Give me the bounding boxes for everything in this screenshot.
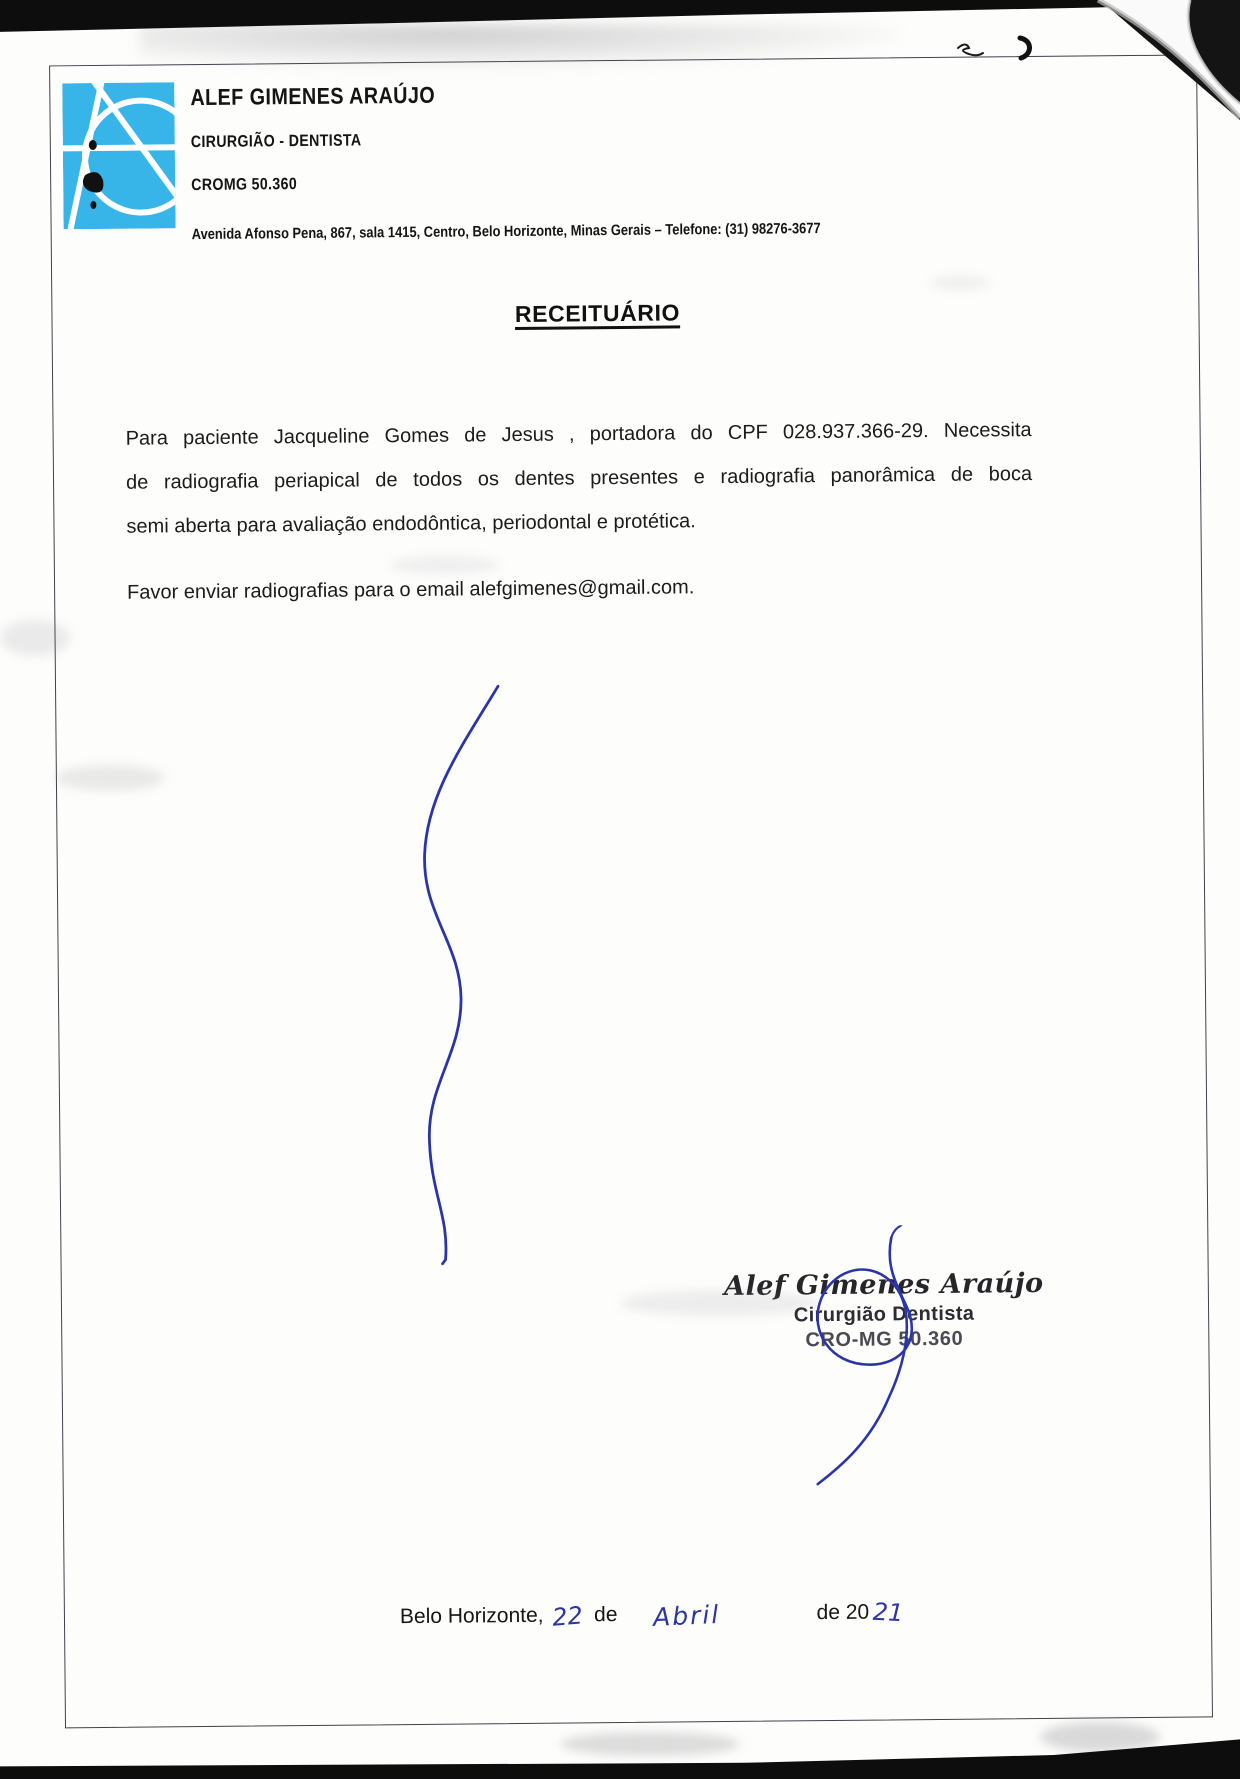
- scan-smudge: [55, 765, 165, 791]
- email-note: Favor enviar radiografias para o email alefgimenes@gmail.com.: [127, 576, 695, 604]
- prescription-paragraph: [125, 408, 1032, 549]
- stamp-profession: Cirurgião Dentista: [793, 1302, 975, 1327]
- handwritten-year: 21: [872, 1597, 905, 1628]
- stamp-name: Alef Gimenes Araújo: [723, 1267, 1044, 1303]
- handwritten-month: Abril: [652, 1599, 722, 1632]
- scan-smudge: [930, 276, 990, 290]
- doctor-registration-text: CROMG 50.360: [191, 175, 298, 195]
- city-label: Belo Horizonte,: [399, 1603, 544, 1629]
- stamp-registration: CRO-MG 50.360: [805, 1327, 964, 1352]
- ink-scribble-marks: [940, 30, 1080, 70]
- de-year-label: de 20: [816, 1600, 870, 1625]
- pen-squiggle-line: [377, 593, 554, 1295]
- scan-smudge: [390, 556, 500, 574]
- clinic-address-text: Avenida Afonso Pena, 867, sala 1415, Centro, Belo Horizonte, Minas Gerais – Telefone: (31) 98276-3677: [191, 220, 821, 244]
- doctor-name-text: ALEF GIMENES ARAÚJO: [190, 81, 436, 111]
- scan-smudge: [1040, 1722, 1160, 1752]
- doctor-profession: [191, 131, 390, 152]
- prescription-line: de radiografia periapical de todos os dentes presentes e radiografia panorâmica de boca: [125, 463, 1033, 494]
- handwritten-day: 22: [550, 1601, 584, 1632]
- prescription-line: semi aberta para avaliação endodôntica, periodontal e protética.: [126, 510, 696, 538]
- de-word: de: [593, 1603, 618, 1627]
- doctor-registration: [191, 175, 314, 195]
- doctor-name: [190, 81, 475, 111]
- document-title: RECEITUÁRIO: [514, 299, 681, 327]
- doctor-profession-text: CIRURGIÃO - DENTISTA: [190, 131, 362, 152]
- prescription-line: Para paciente Jacqueline Gomes de Jesus , portadora do CPF 028.937.366-29. Necessita: [125, 419, 1032, 450]
- scan-smudge: [560, 1732, 740, 1756]
- clinic-logo-icon: [62, 82, 175, 229]
- scan-haze: [140, 24, 900, 68]
- scan-smudge: [0, 620, 70, 656]
- scan-smudge: [620, 1290, 820, 1316]
- signature-ink: [763, 1225, 976, 1502]
